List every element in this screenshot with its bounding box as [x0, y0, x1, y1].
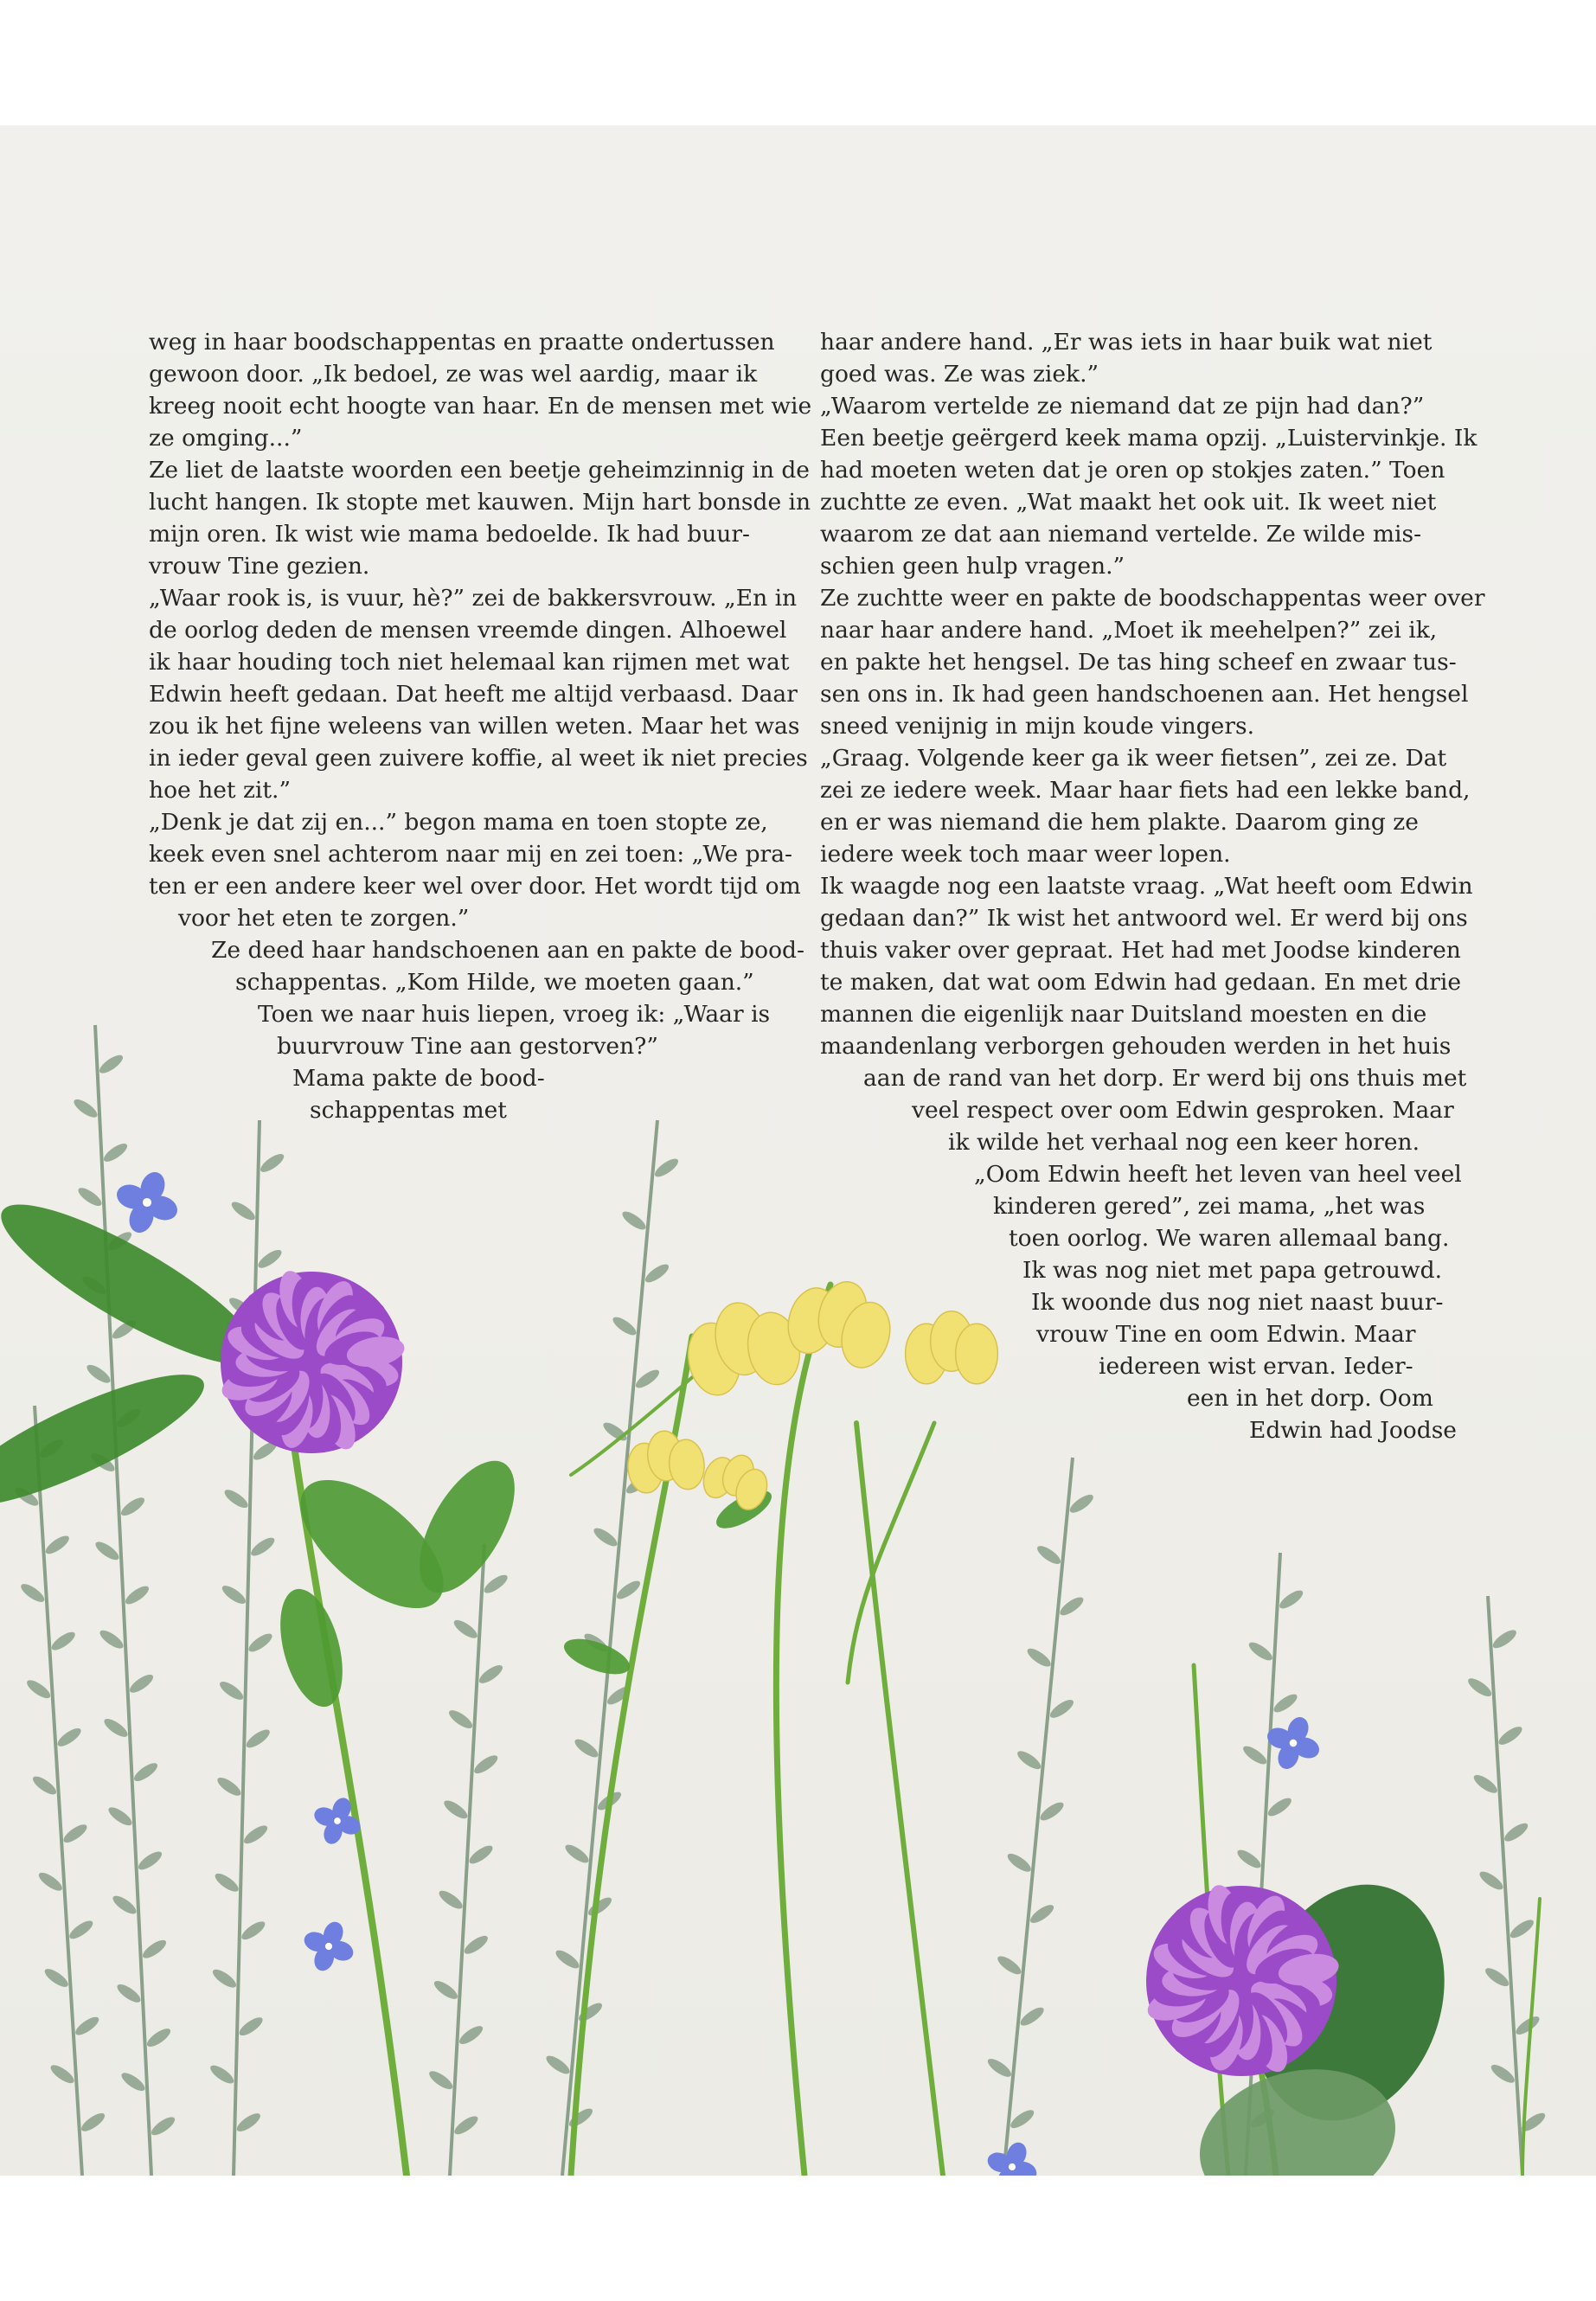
text-line: waarom ze dat aan niemand vertelde. Ze wilde mis- — [820, 521, 1422, 548]
grass-seed-icon — [1005, 1850, 1034, 1875]
grass-seed-icon — [586, 1894, 614, 1919]
text-line: maandenlang verborgen gehouden werden in het huis — [820, 1033, 1452, 1060]
grass-seed-icon — [73, 2014, 101, 2038]
grass-seed-icon — [210, 1966, 239, 1990]
text-line: ze omging...” — [149, 425, 303, 452]
grass-seed-icon — [1471, 1772, 1500, 1796]
text-line: in ieder geval geen zuivere koffie, al weet ik niet precies — [149, 745, 808, 772]
grass-seed-icon — [75, 1185, 104, 1209]
text-line: gedaan dan?” Ik wist het antwoord wel. Er werd bij ons — [820, 905, 1468, 932]
grass-seed-icon — [462, 1932, 490, 1957]
grass-seed-icon — [241, 1823, 270, 1847]
grass-seed-icon — [1266, 1795, 1294, 1819]
grass-seed-icon — [619, 1208, 648, 1233]
grass-seed-icon — [30, 1773, 59, 1798]
grass-seed-icon — [208, 2062, 236, 2086]
grass-seed-icon — [1483, 1965, 1511, 1990]
grass-seed-icon — [466, 1843, 495, 1867]
grass-seed-icon — [1271, 1691, 1299, 1715]
text-line: iedere week toch maar weer lopen. — [820, 841, 1231, 868]
text-line: een in het dorp. Oom — [1187, 1385, 1433, 1412]
grass-seed-icon — [1513, 2013, 1542, 2037]
text-line: sneed venijnig in mijn koude vingers. — [820, 713, 1255, 740]
grass-seed-icon — [36, 1869, 65, 1894]
grass-seed-icon — [119, 2070, 147, 2094]
grass-seed-icon — [562, 1842, 591, 1866]
text-line: zei ze iedere week. Maar haar fiets had een lekke band, — [820, 777, 1471, 804]
grass-seed-icon — [477, 1662, 505, 1686]
grass-seed-icon — [985, 2055, 1014, 2080]
text-line: toen oorlog. We waren allemaal bang. — [1009, 1225, 1450, 1252]
grass-seed-icon — [1025, 1645, 1054, 1670]
grass-seed-icon — [123, 1583, 151, 1607]
grass-seed-icon — [140, 1937, 169, 1961]
text-line: Ze deed haar handschoenen aan en pakte de bood- — [211, 937, 804, 964]
grass-seed-icon — [1490, 1627, 1519, 1651]
text-line: Ze zuchtte weer en pakte de boodschappentas weer over — [820, 585, 1485, 612]
grass-seed-icon — [258, 1150, 286, 1175]
text-line: te maken, dat wat oom Edwin had gedaan. En met drie — [820, 969, 1462, 996]
grass-seed-icon — [215, 1774, 243, 1798]
text-line: de oorlog deden de mensen vreemde dingen. Alhoewel — [149, 617, 787, 644]
grass-seed-icon — [101, 1140, 130, 1164]
grass-seed-icon — [244, 1727, 272, 1751]
text-line: veel respect over oom Edwin gesproken. Maar — [912, 1097, 1454, 1124]
stem — [776, 1285, 830, 2176]
text-line: Edwin had Joodse — [1249, 1417, 1457, 1444]
text-line: buurvrouw Tine aan gestorven?” — [277, 1033, 658, 1060]
grass-seed-icon — [144, 2025, 173, 2049]
grass-seed-icon — [234, 2110, 263, 2134]
grass-seed-icon — [149, 2114, 177, 2138]
grass-seed-icon — [222, 1487, 251, 1511]
grass-seed-icon — [24, 1677, 53, 1702]
grass-seed-icon — [572, 1736, 600, 1760]
grass-seed-icon — [101, 1715, 130, 1740]
grass-seed-icon — [553, 1947, 581, 1971]
text-line: Ik was nog niet met papa getrouwd. — [1022, 1257, 1443, 1284]
text-line: hoe het zit.” — [149, 777, 292, 804]
text-line: kinderen gered”, zei mama, „het was — [993, 1193, 1426, 1220]
text-line: „Waarom vertelde ze niemand dat ze pijn had dan?” — [820, 393, 1425, 420]
text-line: „Denk je dat zij en...” begon mama en toen stopte ze, — [149, 809, 768, 836]
grass-seed-icon — [457, 2022, 485, 2047]
text-line: had moeten weten dat je oren op stokjes zaten.” Toen — [820, 457, 1445, 484]
text-line: Mama pakte de bood- — [292, 1065, 545, 1092]
text-line: schappentas. „Kom Hilde, we moeten gaan.” — [235, 969, 754, 996]
blue-flower-center-icon — [334, 1817, 341, 1824]
grass-seed-icon — [217, 1678, 246, 1702]
grass-seed-icon — [1048, 1696, 1076, 1721]
text-line: „Oom Edwin heeft het leven van heel veel — [974, 1161, 1462, 1188]
grass-seed-icon — [67, 1918, 95, 1942]
grass-seed-icon — [213, 1870, 241, 1894]
text-line: Ik waagde nog een laatste vraag. „Wat heeft oom Edwin — [820, 873, 1473, 900]
blue-flower-center-icon — [1009, 2163, 1016, 2170]
text-line: naar haar andere hand. „Moet ik meehelpen?” zei ik, — [820, 617, 1438, 644]
grass-seed-icon — [1028, 1901, 1056, 1926]
grass-seed-icon — [1508, 1917, 1536, 1941]
stem — [1522, 1899, 1540, 2176]
text-line: keek even snel achterom naar mij en zei toen: „We pra- — [149, 841, 792, 868]
grass-seed-icon — [1247, 1639, 1275, 1663]
grass-seed-icon — [49, 1629, 78, 1653]
grass-seed-icon — [1057, 1594, 1086, 1618]
grass-seed-icon — [1465, 1676, 1494, 1700]
grass-seed-icon — [239, 1919, 267, 1943]
grass-seed-icon — [1240, 1743, 1269, 1767]
grass-seed-icon — [55, 1725, 84, 1749]
grass-seed-icon — [248, 1535, 277, 1559]
text-line: schien geen hulp vragen.” — [820, 553, 1125, 580]
grass-seed-icon — [1496, 1723, 1524, 1747]
text-line: zou ik het fijne weleens van willen weten. Maar het was — [149, 713, 800, 740]
text-line: Ik woonde dus nog niet naast buur- — [1031, 1289, 1444, 1316]
grass-seed-icon — [237, 2015, 266, 2039]
grass-seed-icon — [446, 1707, 475, 1731]
text-line: iedereen wist ervan. Ieder- — [1099, 1353, 1413, 1380]
grass-seed-icon — [71, 1096, 99, 1120]
grass-seed-icon — [543, 2053, 572, 2077]
text-line: „Waar rook is, is vuur, hè?” zei de bakkersvrouw. „En in — [149, 585, 798, 612]
grass-seed-icon — [220, 1582, 248, 1606]
grass-seed-icon — [93, 1539, 121, 1563]
grass-seed-icon — [652, 1156, 681, 1180]
text-line: weg in haar boodschappentas en praatte ondertussen — [149, 329, 775, 356]
yellow-flower-icon — [906, 1311, 998, 1384]
grass-seed-icon — [43, 1533, 72, 1557]
grass-seed-icon — [1477, 1868, 1505, 1893]
text-line: Toen we naar huis liepen, vroeg ik: „Waar is — [258, 1001, 771, 1028]
grass-seed-icon — [426, 2068, 455, 2093]
grass-seed-icon — [633, 1367, 662, 1391]
grass-seed-icon — [471, 1753, 500, 1777]
text-line: kreeg nooit echt hoogte van haar. En de mensen met wie — [149, 393, 812, 420]
text-line: Edwin heeft gedaan. Dat heeft me altijd verbaasd. Daar — [149, 681, 798, 708]
text-line: ik haar houding toch niet helemaal kan rijmen met wat — [149, 649, 790, 676]
text-line: goed was. Ze was ziek.” — [820, 361, 1099, 388]
grass-seed-icon — [114, 1981, 143, 2005]
leaf-icon — [269, 1582, 354, 1714]
text-line: aan de rand van het dorp. Er werd bij ons thuis met — [863, 1065, 1467, 1092]
text-line: haar andere hand. „Er was iets in haar buik wat niet — [820, 329, 1433, 356]
grass-seed-icon — [1037, 1799, 1066, 1823]
grass-seed-icon — [84, 1362, 112, 1386]
grass-seed-icon — [643, 1261, 671, 1285]
grass-seed-icon — [106, 1804, 134, 1829]
text-line: gewoon door. „Ik bedoel, ze was wel aardig, maar ik — [149, 361, 758, 388]
grass-seed-icon — [18, 1580, 47, 1605]
grass-seed-icon — [97, 1627, 125, 1651]
grass-seed-icon — [229, 1199, 258, 1223]
blue-flower-center-icon — [1290, 1740, 1298, 1747]
text-line: mijn oren. Ik wist wie mama bedoelde. Ik had buur- — [149, 521, 750, 548]
grass-seed-icon — [1035, 1542, 1063, 1567]
text-line: mannen die eigenlijk naar Duitsland moesten en die — [820, 1001, 1427, 1028]
grass-seed-icon — [42, 1965, 71, 1990]
grass-seed-icon — [79, 2110, 107, 2134]
grass-seed-icon — [1018, 2004, 1047, 2029]
grass-seed-icon — [432, 1977, 460, 2002]
grass-seed-icon — [482, 1572, 510, 1596]
grass-seed-icon — [441, 1798, 470, 1822]
text-line: vrouw Tine gezien. — [149, 553, 370, 580]
magazine-page — [0, 125, 1596, 2176]
text-line: vrouw Tine en oom Edwin. Maar — [1036, 1321, 1416, 1348]
grass-stalk — [35, 1406, 82, 2176]
text-line: zuchtte ze even. „Wat maakt het ook uit. Ik weet niet — [820, 489, 1437, 516]
text-line: lucht hangen. Ik stopte met kauwen. Mijn hart bonsde in — [149, 489, 811, 516]
text-line: Een beetje geërgerd keek mama opzij. „Luistervinkje. Ik — [820, 425, 1477, 452]
text-line: en pakte het hengsel. De tas hing scheef en zwaar tus- — [820, 649, 1457, 676]
text-line: „Graag. Volgende keer ga ik weer fietsen”, zei ze. Dat — [820, 745, 1447, 772]
yellow-petal-icon — [956, 1324, 998, 1384]
grass-seed-icon — [1008, 2107, 1036, 2131]
grass-seed-icon — [1067, 1491, 1096, 1516]
grass-seed-icon — [110, 1893, 138, 1917]
yellow-flower-icon — [680, 1293, 804, 1399]
text-line: schappentas met — [310, 1097, 507, 1124]
blue-flower-center-icon — [143, 1198, 151, 1207]
text-line: Ze liet de laatste woorden een beetje geheimzinnig in de — [149, 457, 810, 484]
grass-seed-icon — [614, 1578, 643, 1602]
grass-seed-icon — [119, 1495, 147, 1519]
grass-seed-icon — [452, 1617, 480, 1641]
grass-seed-icon — [1277, 1587, 1305, 1612]
grass-seed-icon — [61, 1822, 89, 1846]
grass-seed-icon — [995, 1953, 1023, 1977]
text-line: sen ons in. Ik had geen handschoenen aan. Het hengsel — [820, 681, 1469, 708]
text-line: voor het eten te zorgen.” — [178, 905, 470, 932]
stem — [856, 1423, 943, 2176]
grass-seed-icon — [131, 1760, 160, 1785]
text-line: ik wilde het verhaal nog een keer horen. — [948, 1129, 1420, 1156]
grass-seed-icon — [437, 1888, 465, 1912]
text-line: en er was niemand die hem plakte. Daarom ging ze — [820, 809, 1419, 836]
grass-seed-icon — [452, 2113, 480, 2138]
grass-seed-icon — [255, 1247, 284, 1271]
grass-seed-icon — [97, 1052, 125, 1076]
grass-seed-icon — [591, 1525, 619, 1549]
text-line: thuis vaker over gepraat. Het had met Joodse kinderen — [820, 937, 1461, 964]
grass-seed-icon — [1502, 1820, 1530, 1844]
grass-seed-icon — [48, 2062, 77, 2086]
grass-stalk — [1003, 1458, 1073, 2176]
blue-flower-center-icon — [325, 1943, 332, 1950]
grass-seed-icon — [127, 1671, 156, 1695]
grass-seed-icon — [1489, 2061, 1517, 2086]
text-line: ten er een andere keer wel over door. Het wordt tijd om — [149, 873, 801, 900]
grass-seed-icon — [1234, 1847, 1263, 1871]
grass-seed-icon — [567, 2106, 595, 2130]
grass-seed-icon — [1015, 1748, 1043, 1772]
grass-seed-icon — [136, 1849, 164, 1873]
grass-seed-icon — [246, 1631, 274, 1655]
grass-seed-icon — [610, 1314, 638, 1338]
